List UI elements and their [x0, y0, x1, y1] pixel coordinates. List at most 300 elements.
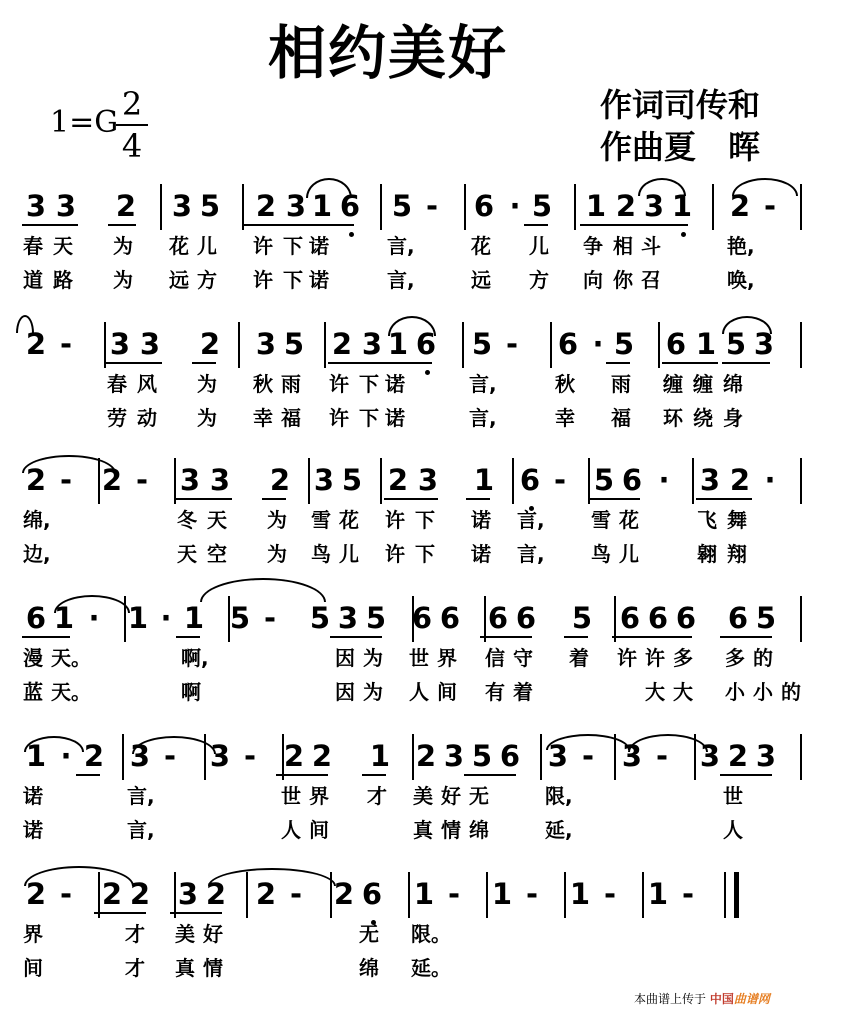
note: 6 — [621, 463, 643, 497]
lyric-verse-2: 小 — [725, 680, 745, 704]
tie-slur — [732, 178, 798, 196]
note: 6 — [25, 601, 47, 635]
note: 1 — [647, 877, 669, 911]
note: · — [88, 601, 100, 635]
note: 6 — [411, 601, 433, 635]
note: 3 — [361, 327, 383, 361]
lyric-verse-1: 斗 — [641, 234, 661, 258]
barline — [380, 458, 382, 504]
note: - — [59, 877, 73, 911]
lyric-verse-2: 为 — [113, 268, 133, 292]
lyric-verse-1: 下 — [359, 372, 379, 396]
note: 6 — [557, 327, 579, 361]
lyric-verse-2: 儿 — [339, 542, 359, 566]
note: 2 — [615, 189, 637, 223]
note: 3 — [109, 327, 131, 361]
lyric-verse-1: 漫 — [23, 646, 43, 670]
tie-slur — [722, 316, 772, 334]
lyric-verse-2: 诺 — [471, 542, 491, 566]
lyric-verse-2: 真 — [413, 818, 433, 842]
note: - — [525, 877, 539, 911]
note: 5 — [725, 327, 747, 361]
note: 3 — [285, 189, 307, 223]
lyric-verse-1: 许 — [617, 646, 637, 670]
lyric-verse-1: 为 — [113, 234, 133, 258]
barline — [228, 596, 230, 642]
lyric-verse-1: 天 — [53, 234, 73, 258]
lyric-verse-2: 人 — [281, 818, 301, 842]
note: 3 — [171, 189, 193, 223]
underline — [176, 498, 232, 500]
note: 3 — [417, 463, 439, 497]
barline — [408, 872, 410, 918]
note: - — [505, 327, 519, 361]
lyric-verse-1: 秋 — [555, 372, 575, 396]
note: 3 — [139, 327, 161, 361]
lyric-verse-2: 有 — [485, 680, 505, 704]
note: - — [243, 739, 257, 773]
score-system — [0, 874, 841, 994]
note: 6 — [487, 601, 509, 635]
note: 5 — [471, 327, 493, 361]
note: 1 — [413, 877, 435, 911]
note: - — [425, 189, 439, 223]
note: 6 — [727, 601, 749, 635]
note: 6 — [647, 601, 669, 635]
note: - — [763, 189, 777, 223]
note: 5 — [283, 327, 305, 361]
lyric-verse-2: 环 — [663, 406, 683, 430]
note: 6 — [415, 327, 437, 361]
lyric-verse-2: 为 — [197, 406, 217, 430]
barline — [800, 734, 802, 780]
lyric-verse-2: 翱 — [697, 542, 717, 566]
lyric-verse-1: 才 — [125, 922, 145, 946]
lyric-verse-2: 间 — [23, 956, 43, 980]
note: 3 — [337, 601, 359, 635]
lyric-verse-2: 远 — [471, 268, 491, 292]
note: 5 — [309, 601, 331, 635]
note: 2 — [25, 327, 47, 361]
note: 1 — [491, 877, 513, 911]
note: 5 — [755, 601, 777, 635]
lyric-verse-1: 诺 — [23, 784, 43, 808]
note: - — [553, 463, 567, 497]
lyric-verse-2: 许 — [385, 542, 405, 566]
lyric-verse-2: 言, — [517, 542, 545, 566]
tie-slur — [22, 455, 116, 473]
note: 2 — [727, 739, 749, 773]
note: 2 — [115, 189, 137, 223]
lyric-verse-1: 为 — [363, 646, 383, 670]
underline — [330, 636, 382, 638]
underline — [262, 498, 286, 500]
barline — [658, 322, 660, 368]
underline — [94, 912, 146, 914]
lyric-verse-2: 绕 — [693, 406, 713, 430]
lyric-verse-2: 情 — [203, 956, 223, 980]
lyric-verse-1: 雨 — [611, 372, 631, 396]
low-octave-dot — [349, 232, 354, 237]
lyric-verse-2: 福 — [281, 406, 301, 430]
underline — [464, 774, 516, 776]
barline — [512, 458, 514, 504]
note: 6 — [519, 463, 541, 497]
lyric-verse-1: 限。 — [411, 922, 451, 946]
score-system — [0, 324, 841, 444]
lyric-verse-2: 方 — [197, 268, 217, 292]
note: 3 — [177, 877, 199, 911]
lyric-verse-2: 路 — [53, 268, 73, 292]
lyric-verse-2: 大 — [673, 680, 693, 704]
tie-slur — [24, 866, 134, 886]
score-system — [0, 460, 841, 580]
underline — [662, 362, 718, 364]
lyric-verse-2: 小 — [753, 680, 773, 704]
lyric-verse-2: 诺 — [23, 818, 43, 842]
lyric-verse-2: 召 — [641, 268, 661, 292]
lyric-verse-2: 人 — [409, 680, 429, 704]
lyric-verse-1: 花 — [169, 234, 189, 258]
barline — [412, 734, 414, 780]
barline — [800, 458, 802, 504]
lyric-verse-2: 动 — [137, 406, 157, 430]
lyric-verse-1: 世 — [409, 646, 429, 670]
note: · — [764, 463, 776, 497]
note: 6 — [675, 601, 697, 635]
underline — [606, 362, 630, 364]
note: 1 — [369, 739, 391, 773]
note: 1 — [183, 601, 205, 635]
barline — [486, 872, 488, 918]
barline — [712, 184, 714, 230]
note: 5 — [571, 601, 593, 635]
note: 6 — [515, 601, 537, 635]
low-octave-dot — [425, 370, 430, 375]
note: 3 — [621, 739, 643, 773]
lyric-verse-1: 言, — [127, 784, 155, 808]
note: 3 — [209, 463, 231, 497]
underline — [362, 774, 386, 776]
lyric-verse-1: 秋 — [253, 372, 273, 396]
underline — [108, 224, 136, 226]
lyric-verse-1: 缠 — [663, 372, 683, 396]
lyric-verse-1: 啊, — [181, 646, 209, 670]
note: 5 — [471, 739, 493, 773]
lyric-verse-2: 翔 — [727, 542, 747, 566]
time-signature-top: 2 — [121, 85, 143, 123]
note: - — [163, 739, 177, 773]
key-signature: 1=G — [50, 105, 119, 140]
barline — [550, 322, 552, 368]
lyric-verse-1: 多 — [673, 646, 693, 670]
lyric-verse-2: 因 — [335, 680, 355, 704]
lyric-verse-1: 天 — [207, 508, 227, 532]
lyric-verse-2: 天。 — [51, 680, 91, 704]
note: 2 — [331, 327, 353, 361]
barline — [540, 734, 542, 780]
underline — [106, 362, 162, 364]
note: 3 — [25, 189, 47, 223]
lyric-verse-1: 相 — [613, 234, 633, 258]
note: · — [592, 327, 604, 361]
note: 5 — [593, 463, 615, 497]
note: 2 — [255, 877, 277, 911]
lyric-verse-1: 的 — [753, 646, 773, 670]
note: 2 — [415, 739, 437, 773]
lyric-verse-1: 美 — [413, 784, 433, 808]
note: - — [681, 877, 695, 911]
lyric-verse-2: 鸟 — [591, 542, 611, 566]
underline — [276, 774, 328, 776]
barline — [462, 322, 464, 368]
lyric-verse-1: 才 — [367, 784, 387, 808]
composer-credit: 作曲夏 晖 — [600, 128, 761, 166]
underline — [720, 774, 772, 776]
note: - — [581, 739, 595, 773]
barline — [574, 184, 576, 230]
note: 6 — [439, 601, 461, 635]
note: 5 — [199, 189, 221, 223]
note: 2 — [269, 463, 291, 497]
lyric-verse-1: 多 — [725, 646, 745, 670]
lyric-verse-1: 春 — [107, 372, 127, 396]
lyric-verse-2: 间 — [437, 680, 457, 704]
lyric-verse-2: 劳 — [107, 406, 127, 430]
note: · — [509, 189, 521, 223]
lyric-verse-1: 绵, — [23, 508, 51, 532]
lyric-verse-2: 天 — [177, 542, 197, 566]
note: 6 — [339, 189, 361, 223]
note: 1 — [585, 189, 607, 223]
note: 3 — [755, 739, 777, 773]
lyric-verse-1: 花 — [339, 508, 359, 532]
lyric-verse-1: 下 — [415, 508, 435, 532]
note: · — [658, 463, 670, 497]
barline — [464, 184, 466, 230]
lyric-verse-2: 许 — [329, 406, 349, 430]
barline — [564, 872, 566, 918]
lyric-verse-2: 身 — [723, 406, 743, 430]
lyric-verse-2: 间 — [309, 818, 329, 842]
lyric-verse-2: 情 — [441, 818, 461, 842]
note: 3 — [699, 739, 721, 773]
note: 3 — [255, 327, 277, 361]
lyric-verse-2: 言, — [387, 268, 415, 292]
barline — [692, 458, 694, 504]
time-signature — [116, 86, 148, 164]
lyric-verse-2: 延。 — [411, 956, 451, 980]
note: 5 — [531, 189, 553, 223]
lyric-verse-2: 言, — [127, 818, 155, 842]
note: 2 — [199, 327, 221, 361]
underline — [176, 636, 200, 638]
lyric-verse-2: 诺 — [385, 406, 405, 430]
note: 6 — [619, 601, 641, 635]
note: 3 — [547, 739, 569, 773]
note: 1 — [127, 601, 149, 635]
note: 2 — [333, 877, 355, 911]
barline — [238, 322, 240, 368]
lyric-verse-2: 向 — [583, 268, 603, 292]
underline — [384, 498, 438, 500]
lyric-verse-1: 无 — [359, 922, 379, 946]
note: 5 — [613, 327, 635, 361]
lyric-verse-1: 许 — [645, 646, 665, 670]
note: 3 — [753, 327, 775, 361]
lyric-verse-2: 大 — [645, 680, 665, 704]
barline — [800, 322, 802, 368]
lyric-verse-2: 下 — [283, 268, 303, 292]
note: 3 — [643, 189, 665, 223]
time-signature-line — [116, 124, 148, 126]
lyric-verse-1: 争 — [583, 234, 603, 258]
note: - — [289, 877, 303, 911]
lyric-verse-2: 方 — [529, 268, 549, 292]
underline — [590, 498, 640, 500]
underline — [564, 636, 588, 638]
tie-slur — [208, 868, 336, 886]
lyric-verse-2: 福 — [611, 406, 631, 430]
lyric-verse-2: 为 — [363, 680, 383, 704]
barline — [308, 458, 310, 504]
note: 1 — [53, 601, 75, 635]
lyric-verse-1: 风 — [137, 372, 157, 396]
lyric-verse-1: 下 — [283, 234, 303, 258]
barline — [642, 872, 644, 918]
barline — [412, 596, 414, 642]
lyric-verse-2: 着 — [513, 680, 533, 704]
time-signature-bottom: 4 — [121, 127, 143, 165]
note: 2 — [129, 877, 151, 911]
score-system — [0, 186, 841, 306]
lyric-verse-2: 下 — [415, 542, 435, 566]
lyric-verse-1: 雨 — [281, 372, 301, 396]
note: 2 — [729, 189, 751, 223]
lyric-verse-1: 艳, — [727, 234, 755, 258]
note: 5 — [391, 189, 413, 223]
note: - — [655, 739, 669, 773]
lyric-verse-2: 鸟 — [311, 542, 331, 566]
lyricist-credit: 作词司传和 — [600, 86, 761, 124]
underline — [524, 224, 548, 226]
lyric-verse-1: 言, — [387, 234, 415, 258]
note: - — [603, 877, 617, 911]
underline — [722, 362, 770, 364]
note: 3 — [699, 463, 721, 497]
lyric-verse-1: 好 — [441, 784, 461, 808]
underline — [22, 636, 70, 638]
underline — [612, 636, 692, 638]
lyric-verse-1: 为 — [197, 372, 217, 396]
barline — [324, 322, 326, 368]
lyric-verse-2: 为 — [267, 542, 287, 566]
lyric-verse-2: 人 — [723, 818, 743, 842]
lyric-verse-1: 花 — [619, 508, 639, 532]
note: 2 — [83, 739, 105, 773]
note: 5 — [229, 601, 251, 635]
underline — [328, 362, 432, 364]
note: 2 — [25, 463, 47, 497]
note: 2 — [729, 463, 751, 497]
lyric-verse-1: 花 — [471, 234, 491, 258]
underline — [580, 224, 688, 226]
note: 1 — [695, 327, 717, 361]
lyric-verse-2: 的 — [781, 680, 801, 704]
lyric-verse-1: 着 — [569, 646, 589, 670]
note: 1 — [387, 327, 409, 361]
lyric-verse-1: 好 — [203, 922, 223, 946]
lyric-verse-1: 绵 — [723, 372, 743, 396]
lyric-verse-2: 儿 — [619, 542, 639, 566]
lyric-verse-1: 因 — [335, 646, 355, 670]
lyric-verse-1: 缠 — [693, 372, 713, 396]
note: 2 — [205, 877, 227, 911]
lyric-verse-2: 诺 — [309, 268, 329, 292]
lyric-verse-2: 下 — [359, 406, 379, 430]
footer-brand-b: 曲谱网 — [733, 992, 770, 1006]
note: 3 — [313, 463, 335, 497]
lyric-verse-2: 延, — [545, 818, 573, 842]
lyric-verse-1: 雪 — [311, 508, 331, 532]
lyric-verse-2: 绵 — [469, 818, 489, 842]
tie-slur — [200, 578, 326, 602]
lyric-verse-1: 许 — [253, 234, 273, 258]
note: - — [59, 463, 73, 497]
lyric-verse-2: 啊 — [181, 680, 201, 704]
note: 1 — [25, 739, 47, 773]
note: 2 — [283, 739, 305, 773]
lyric-verse-2: 真 — [175, 956, 195, 980]
lyric-verse-1: 雪 — [591, 508, 611, 532]
lyric-verse-2: 才 — [125, 956, 145, 980]
lyric-verse-1: 世 — [281, 784, 301, 808]
lyric-verse-1: 诺 — [385, 372, 405, 396]
underline — [76, 774, 100, 776]
lyric-verse-1: 界 — [23, 922, 43, 946]
lyric-verse-2: 空 — [207, 542, 227, 566]
lyric-verse-1: 美 — [175, 922, 195, 946]
note: 1 — [311, 189, 333, 223]
lyric-verse-2: 许 — [253, 268, 273, 292]
footer-brand-a: 中国 — [709, 992, 734, 1006]
note: 2 — [255, 189, 277, 223]
low-octave-dot — [681, 232, 686, 237]
underline — [192, 362, 216, 364]
underline — [466, 498, 490, 500]
note: 3 — [443, 739, 465, 773]
note: 3 — [209, 739, 231, 773]
note: - — [447, 877, 461, 911]
tie-slur — [388, 316, 436, 336]
barline — [122, 734, 124, 780]
note: · — [60, 739, 72, 773]
note: 6 — [361, 877, 383, 911]
lyric-verse-1: 信 — [485, 646, 505, 670]
lyric-verse-2: 你 — [613, 268, 633, 292]
lyric-verse-1: 儿 — [197, 234, 217, 258]
tie-slur — [306, 178, 352, 198]
lyric-verse-1: 限, — [545, 784, 573, 808]
barline — [800, 184, 802, 230]
lyric-verse-1: 儿 — [529, 234, 549, 258]
barline — [800, 596, 802, 642]
lyric-verse-1: 言, — [517, 508, 545, 532]
barline — [160, 184, 162, 230]
lyric-verse-2: 幸 — [253, 406, 273, 430]
note: 3 — [129, 739, 151, 773]
underline — [696, 498, 752, 500]
